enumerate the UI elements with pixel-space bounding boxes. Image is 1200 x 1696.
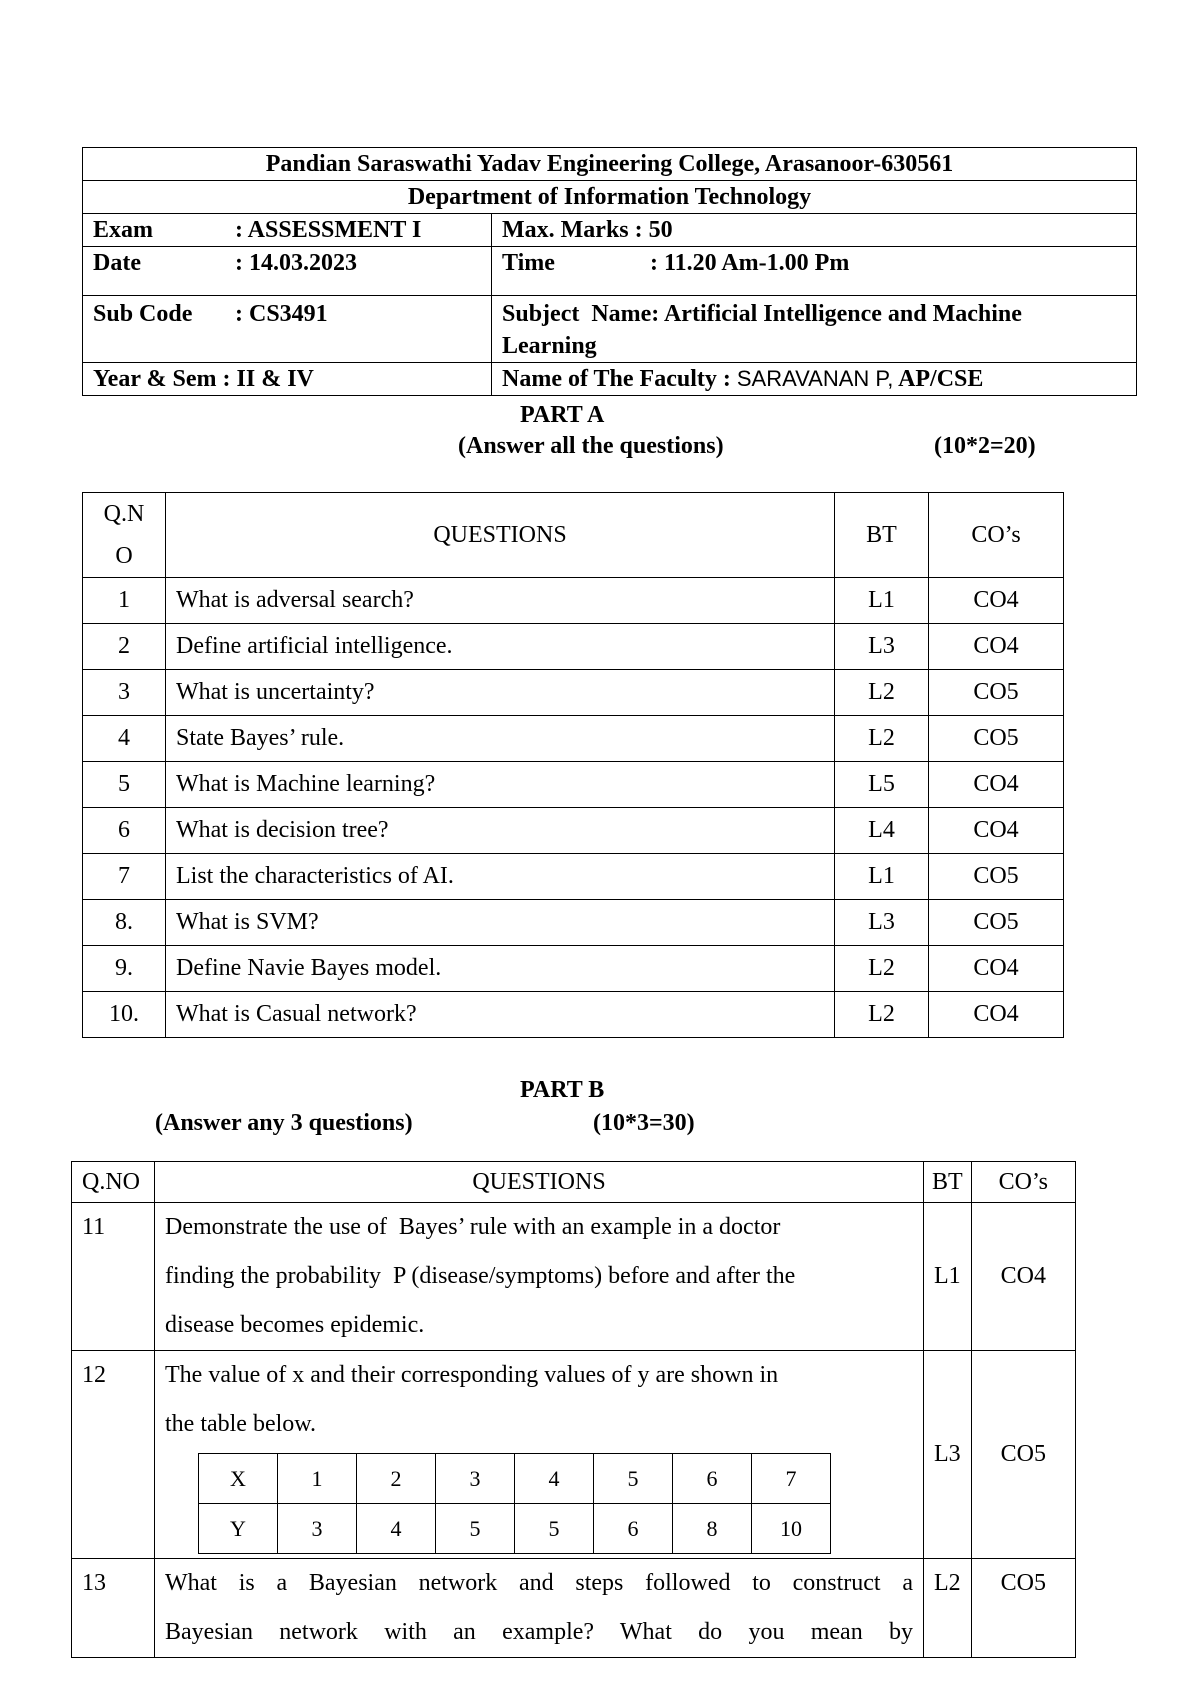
date-cell <box>83 247 492 296</box>
qno: 4 <box>83 716 166 762</box>
subcode-value: : CS3491 <box>235 301 328 327</box>
y-cell: 3 <box>278 1504 357 1554</box>
faculty-cell <box>492 363 1137 396</box>
subject-cell <box>492 296 1137 363</box>
question-line: Demonstrate the use of Bayes’ rule with an example in a doctor <box>165 1214 781 1240</box>
course-outcome: CO5 <box>929 670 1064 716</box>
y-cell: Y <box>199 1504 278 1554</box>
question-row-12 <box>72 1351 1076 1559</box>
qno: 12 <box>72 1351 155 1559</box>
question-line: The value of x and their corresponding values of y are shown in <box>165 1362 779 1388</box>
question-row-11 <box>72 1203 1076 1351</box>
table-row <box>83 946 1064 992</box>
table-row <box>83 762 1064 808</box>
table-row <box>83 992 1064 1038</box>
y-cell: 5 <box>515 1504 594 1554</box>
subcode-cell <box>83 296 492 363</box>
y-cell: 10 <box>752 1504 831 1554</box>
question: What is decision tree? <box>166 808 835 854</box>
question: Define Navie Bayes model. <box>166 946 835 992</box>
question-line: What is a Bayesian network and steps followed to construct a <box>165 1570 913 1596</box>
part-a-marks: (10*2=20) <box>934 433 1036 459</box>
course-outcome: CO5 <box>929 716 1064 762</box>
part-b-title: PART B <box>520 1077 605 1103</box>
table-row <box>83 670 1064 716</box>
faculty-name: SARAVANAN P, <box>736 366 894 391</box>
col-qno: Q.NO <box>72 1162 155 1203</box>
question: What is Machine learning? <box>166 762 835 808</box>
course-outcome: CO4 <box>929 624 1064 670</box>
exam-value: : ASSESSMENT I <box>235 217 422 243</box>
subject-line-1: Subject Name: Artificial Intelligence and Machine <box>502 301 1022 327</box>
question: What is adversal search? <box>166 578 835 624</box>
x-cell: X <box>199 1454 278 1504</box>
qno: 11 <box>72 1203 155 1351</box>
faculty-label: Name of The Faculty : <box>502 366 731 392</box>
qno: 10. <box>83 992 166 1038</box>
bt-level: L1 <box>835 578 929 624</box>
x-cell: 7 <box>752 1454 831 1504</box>
question: Define artificial intelligence. <box>166 624 835 670</box>
x-row <box>199 1454 831 1504</box>
qno: 13 <box>72 1559 155 1658</box>
col-co: CO’s <box>929 493 1064 578</box>
question: State Bayes’ rule. <box>166 716 835 762</box>
y-cell: 5 <box>436 1504 515 1554</box>
subject-line-2: Learning <box>502 333 597 359</box>
table-row <box>83 808 1064 854</box>
header-table <box>82 147 1137 396</box>
college-name: Pandian Saraswathi Yadav Engineering College, Arasanoor-630561 <box>83 148 1137 181</box>
question-line: Bayesian network with an example? What do you mean by <box>165 1619 913 1645</box>
col-qno <box>83 493 166 578</box>
question-row-13 <box>72 1559 1076 1658</box>
col-bt: BT <box>924 1162 972 1203</box>
part-a-table <box>82 492 1064 1038</box>
qno: 8. <box>83 900 166 946</box>
question: What is Casual network? <box>166 992 835 1038</box>
col-bt: BT <box>835 493 929 578</box>
col-questions: QUESTIONS <box>155 1162 924 1203</box>
table-row <box>83 624 1064 670</box>
qno: 9. <box>83 946 166 992</box>
question-line: disease becomes epidemic. <box>165 1312 425 1338</box>
course-outcome: CO5 <box>971 1351 1075 1559</box>
bt-level: L3 <box>835 624 929 670</box>
question <box>155 1351 924 1559</box>
x-cell: 1 <box>278 1454 357 1504</box>
faculty-suffix: AP/CSE <box>898 366 984 392</box>
y-row <box>199 1504 831 1554</box>
bt-level: L3 <box>924 1351 972 1559</box>
course-outcome: CO4 <box>971 1203 1075 1351</box>
department-name: Department of Information Technology <box>83 181 1137 214</box>
course-outcome: CO4 <box>929 808 1064 854</box>
qno: 5 <box>83 762 166 808</box>
course-outcome: CO4 <box>929 762 1064 808</box>
course-outcome: CO5 <box>929 854 1064 900</box>
course-outcome: CO5 <box>971 1559 1075 1658</box>
subcode-label: Sub Code <box>93 301 193 327</box>
x-cell: 3 <box>436 1454 515 1504</box>
bt-level: L2 <box>835 946 929 992</box>
course-outcome: CO5 <box>929 900 1064 946</box>
qno: 6 <box>83 808 166 854</box>
part-a-title: PART A <box>520 402 605 428</box>
bt-level: L4 <box>835 808 929 854</box>
table-row <box>83 716 1064 762</box>
question-line: the table below. <box>165 1411 317 1437</box>
year-sem: Year & Sem : II & IV <box>83 363 492 396</box>
x-cell: 5 <box>594 1454 673 1504</box>
y-cell: 8 <box>673 1504 752 1554</box>
qno: 7 <box>83 854 166 900</box>
table-row <box>83 900 1064 946</box>
qno: 2 <box>83 624 166 670</box>
col-qno-line-1: Q.N <box>103 501 145 527</box>
course-outcome: CO4 <box>929 992 1064 1038</box>
question: What is SVM? <box>166 900 835 946</box>
bt-level: L2 <box>835 716 929 762</box>
time-cell <box>492 247 1137 296</box>
question-line: finding the probability P (disease/symptoms) before and after the <box>165 1263 796 1289</box>
y-cell: 6 <box>594 1504 673 1554</box>
bt-level: L2 <box>924 1559 972 1658</box>
part-b-marks: (10*3=30) <box>593 1110 695 1136</box>
table-header-row <box>72 1162 1076 1203</box>
x-cell: 2 <box>357 1454 436 1504</box>
x-cell: 6 <box>673 1454 752 1504</box>
col-questions: QUESTIONS <box>166 493 835 578</box>
bt-level: L3 <box>835 900 929 946</box>
xy-data-table <box>198 1453 831 1554</box>
bt-level: L1 <box>924 1203 972 1351</box>
exam-cell <box>83 214 492 247</box>
qno: 3 <box>83 670 166 716</box>
time-label: Time <box>502 250 555 276</box>
qno: 1 <box>83 578 166 624</box>
table-header-row <box>83 493 1064 578</box>
max-marks: Max. Marks : 50 <box>492 214 1137 247</box>
table-row <box>83 854 1064 900</box>
bt-level: L2 <box>835 992 929 1038</box>
x-cell: 4 <box>515 1454 594 1504</box>
question: What is uncertainty? <box>166 670 835 716</box>
part-b-table <box>71 1161 1076 1658</box>
bt-level: L2 <box>835 670 929 716</box>
bt-level: L5 <box>835 762 929 808</box>
col-co: CO’s <box>971 1162 1075 1203</box>
y-cell: 4 <box>357 1504 436 1554</box>
question <box>155 1559 924 1658</box>
question: List the characteristics of AI. <box>166 854 835 900</box>
date-value: : 14.03.2023 <box>235 250 357 276</box>
course-outcome: CO4 <box>929 946 1064 992</box>
time-value: : 11.20 Am-1.00 Pm <box>650 250 850 276</box>
table-row <box>83 578 1064 624</box>
exam-label: Exam <box>93 217 153 243</box>
col-qno-line-2: O <box>115 543 133 569</box>
part-b-instruction: (Answer any 3 questions) <box>155 1110 413 1136</box>
date-label: Date <box>93 250 141 276</box>
question <box>155 1203 924 1351</box>
bt-level: L1 <box>835 854 929 900</box>
course-outcome: CO4 <box>929 578 1064 624</box>
part-a-instruction: (Answer all the questions) <box>458 433 724 459</box>
